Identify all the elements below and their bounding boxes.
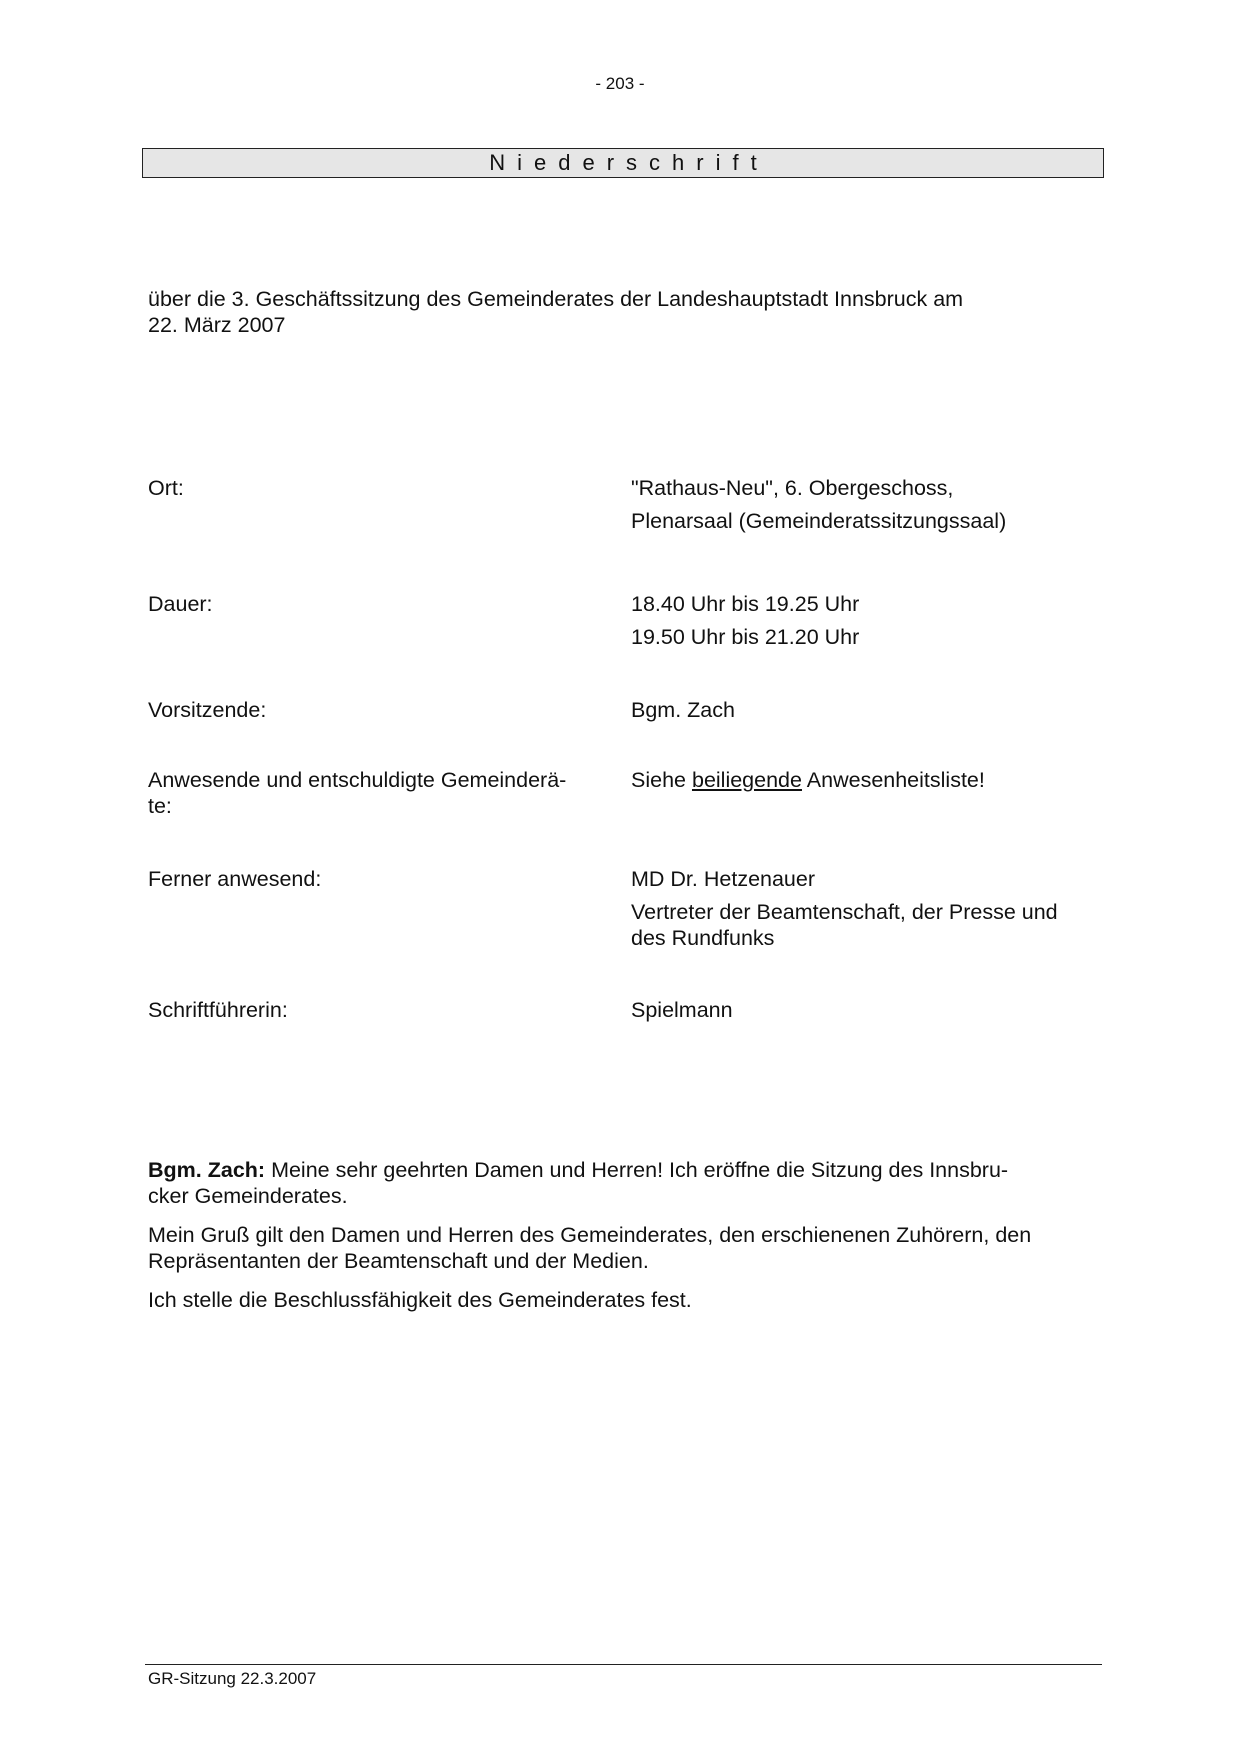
dauer-value-line-1: 18.40 Uhr bis 19.25 Uhr bbox=[631, 592, 860, 616]
document-title: Niederschrift bbox=[142, 148, 1104, 178]
vorsitzende-label: Vorsitzende: bbox=[148, 698, 267, 722]
footer-text: GR-Sitzung 22.3.2007 bbox=[148, 1669, 317, 1688]
speech-p1-line-2: cker Gemeinderates. bbox=[148, 1184, 348, 1208]
footer-divider bbox=[145, 1664, 1102, 1665]
ort-value-line-1: "Rathaus-Neu", 6. Obergeschoss, bbox=[631, 476, 954, 500]
anwesende-value-prefix: Siehe bbox=[631, 768, 686, 792]
ferner-value bbox=[631, 866, 1101, 951]
anwesende-value-underlined: beiliegende bbox=[691, 768, 802, 792]
intro-line-1: über die 3. Geschäftssitzung des Gemeinderates der Landeshauptstadt Innsbruck am bbox=[148, 287, 964, 311]
ferner-value-line-3: des Rundfunks bbox=[631, 926, 775, 950]
ort-value bbox=[631, 475, 1101, 541]
dauer-label: Dauer: bbox=[148, 592, 213, 616]
ort-label: Ort: bbox=[148, 476, 184, 500]
speech-p1-line-1: Meine sehr geehrten Damen und Herren! Ich eröffne die Sitzung des Innsbru- bbox=[271, 1158, 1009, 1182]
schrift-value: Spielmann bbox=[631, 998, 733, 1022]
vorsitzende-value: Bgm. Zach bbox=[631, 698, 735, 722]
speech-paragraph-2 bbox=[148, 1222, 1094, 1274]
dauer-value bbox=[631, 591, 1101, 657]
dauer-value-line-2: 19.50 Uhr bis 21.20 Uhr bbox=[631, 625, 860, 649]
page-number: - 203 - bbox=[595, 74, 645, 93]
intro-line-2: 22. März 2007 bbox=[148, 313, 286, 337]
ort-value-line-2: Plenarsaal (Gemeinderatssitzungssaal) bbox=[631, 509, 1007, 533]
anwesende-label-line-2: te: bbox=[148, 794, 172, 818]
speech-paragraph-3: Ich stelle die Beschlussfähigkeit des Gemeinderates fest. bbox=[148, 1288, 692, 1312]
anwesende-label-line-1: Anwesende und entschuldigte Gemeinderä- bbox=[148, 768, 567, 792]
intro-text bbox=[148, 286, 1078, 338]
speech-p2-line-2: Repräsentanten der Beamtenschaft und der Medien. bbox=[148, 1249, 649, 1273]
ferner-value-line-2: Vertreter der Beamtenschaft, der Presse und bbox=[631, 900, 1058, 924]
speech-p2-line-1: Mein Gruß gilt den Damen und Herren des Gemeinderates, den erschienenen Zuhörern, den bbox=[148, 1223, 1032, 1247]
speaker-name: Bgm. Zach: bbox=[148, 1158, 266, 1182]
anwesende-label bbox=[148, 767, 608, 819]
ferner-label: Ferner anwesend: bbox=[148, 867, 322, 891]
speech-block bbox=[148, 1157, 1094, 1326]
anwesende-value bbox=[631, 767, 1101, 793]
speech-paragraph-1 bbox=[148, 1157, 1094, 1209]
anwesende-value-suffix: Anwesenheitsliste! bbox=[806, 768, 985, 792]
schrift-label: Schriftführerin: bbox=[148, 998, 288, 1022]
ferner-value-line-1: MD Dr. Hetzenauer bbox=[631, 867, 816, 891]
